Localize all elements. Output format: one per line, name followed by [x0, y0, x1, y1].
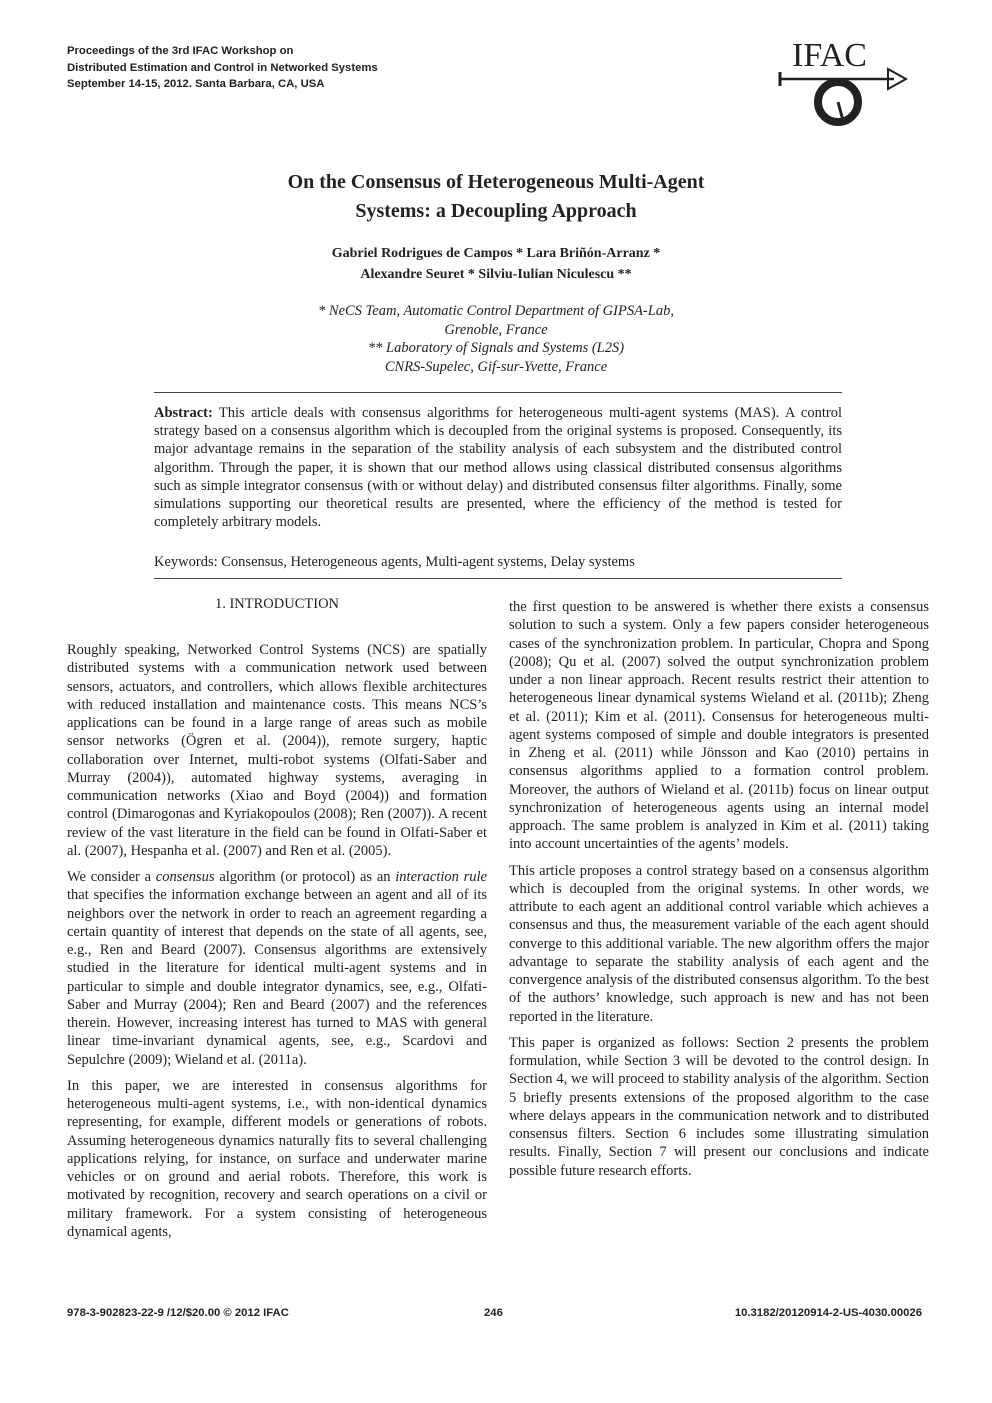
ifac-logo-text: IFAC — [792, 37, 867, 74]
conference-line-2: Distributed Estimation and Control in Networked Systems — [67, 61, 378, 74]
affiliation-line-1: * NeCS Team, Automatic Control Department of GIPSA-Lab, — [318, 303, 674, 319]
affiliation-line-4: CNRS-Supelec, Gif-sur-Yvette, France — [384, 358, 608, 375]
paragraph: the first question to be answered is whether there exists a consensus solution to such a system. Only a few papers consider heterogeneous cases of the synchronization problem. In particular, Chopra and Spong (2008); Qu et al. (2007) solved the output synchronization problem under a non linear approach. Recent results restrict their attention to heterogeneous linear dynamical systems Wieland et al. (2011b); Zheng et al. (2011); Kim et al. (2011). Consensus for heterogeneous multi-agent systems composed of simple and double integrators is presented in Zheng et al. (2011) while Jönsson and Kao (2010) pertains in consensus algorithms applied to a formation control problem. Moreover, the authors of Wieland et al. (2011b) focus on linear output synchronization of heterogeneous agents using an internal model approach. The same problem is analyzed in Kim et al. (2011) taking into account uncertainties of the agents’ models. — [509, 599, 929, 853]
conference-line-3: September 14-15, 2012. Santa Barbara, CA, USA — [67, 78, 325, 90]
paragraph: This article proposes a control strategy based on a consensus algorithm which is decoupled from the original systems. In other words, we attribute to each agent an additional control variable which achieves a consensus and thus, the measurement variable of the each agent should converge to this additional variable. The new algorithm offers the major advantage to separate the stability analysis of each agent and the convergence analysis of the distributed consensus algorithm. To the best of the authors’ knowledge, such approach is new and has not been reported in the literature. — [509, 862, 929, 1025]
abstract-label: Abstract: — [154, 405, 213, 421]
paragraph: Roughly speaking, Networked Control Systems (NCS) are spatially distributed systems with a communication network used between sensors, actuators, and controllers, which allows flexible architectures with reduced installation and maintenance costs. This means NCS’s applications can be found in a large range of areas such as mobile sensor networks (Ögren et al. (2004)), remote surgery, haptic collaboration over Internet, multi-robot systems (Olfati-Saber and Murray (2004)), automated highway systems, averaging in communication networks (Xiao and Boyd (2004)) and formation control (Dimarogonas and Kyriakopoulos (2008); Ren (2007)). A recent review of the vast literature in the field can be found in Olfati-Saber et al. (2007), Hespanha et al. (2007) and Ren et al. (2005). — [67, 642, 487, 859]
paragraph: This paper is organized as follows: Section 2 presents the problem formulation, while Section 3 will be devoted to the control design. In Section 4, we will proceed to stability analysis of the algorithm. Section 5 briefly presents extensions of the proposed algorithm to the case where delays appears in the communication network and to distributed consensus filters. Section 6 includes some illustrating simulation results. Finally, Section 7 will present our conclusions and indicate possible future research efforts. — [509, 1034, 929, 1179]
title-line-2: Systems: a Decoupling Approach — [355, 200, 637, 222]
paragraph: In this paper, we are interested in consensus algorithms for heterogeneous multi-agent systems, i.e., with non-identical dynamics representing, for example, different models or generations of robots. Assuming heterogeneous dynamics naturally fits to several challenging applications relying, for instance, on surface and underwater marine vehicles or on ground and aerial robots. Therefore, this work is motivated by recognition, recovery and search operations on a civil or military framework. For a system consisting of heterogeneous dynamical agents, — [67, 1077, 487, 1240]
affiliation-line-3: ** Laboratory of Signals and Systems (L2S) — [367, 340, 625, 356]
abstract-text: This article deals with consensus algorithms for heterogeneous multi-agent systems (MAS). A control strategy based on a consensus algorithm which is decoupled from the original systems is proposed. Consequently, its major advantage remains in the separation of the stability analysis of each subsystem and the distributed control algorithm. Through the paper, it is shown that our method allows using classical distributed consensus algorithms such as simple integrator consensus (with or without delay) and distributed consensus filter algorithms. Finally, some simulations supporting our theoretical results are presented, where the efficiency of the method is tested for completely arbitrary models. — [154, 405, 842, 531]
affiliation-line-2: Grenoble, France — [444, 321, 548, 338]
paragraph: We consider a consensus algorithm (or protocol) as an interaction rule that specifies the information exchange between an agent and all of its neighbors over the network in order to reach an agreement regarding a certain quantity of interest that depends on the state of all agents, see, e.g., Ren and Beard (2007). Consensus algorithms are extensively studied in the literature for identical multi-agent systems and in particular to simple and double integrator dynamics, see, e.g., Olfati-Saber and Murray (2004); Ren and Beard (2007) and the references therein. However, increasing interest has turned to MAS with general linear time-invariant dynamical agents, see, e.g., Scardovi and Sepulchre (2009); Wieland et al. (2011a). — [67, 869, 487, 1068]
abstract-top-rule — [154, 392, 842, 393]
conference-line-1: Proceedings of the 3rd IFAC Workshop on — [67, 45, 294, 57]
ifac-logo — [776, 36, 908, 126]
conference-header — [67, 43, 527, 93]
keywords: Keywords: Consensus, Heterogeneous agents, Multi-agent systems, Delay systems — [154, 554, 635, 570]
title-line-1: On the Consensus of Heterogeneous Multi-Agent — [287, 171, 705, 193]
affiliations — [200, 302, 792, 376]
section-heading: 1. INTRODUCTION — [214, 596, 340, 612]
right-column — [509, 598, 929, 1188]
page-number: 246 — [484, 1307, 503, 1319]
footer-doi: 10.3182/20120914-2-US-4030.00026 — [734, 1307, 922, 1319]
paper-title — [200, 168, 792, 226]
abstract — [154, 404, 842, 531]
footer-isbn: 978-3-902823-22-9 /12/$20.00 © 2012 IFAC — [67, 1307, 289, 1319]
authors-line-1: Gabriel Rodrigues de Campos * Lara Briñón-Arranz * — [331, 246, 661, 261]
authors-line-2: Alexandre Seuret * Silviu-Iulian Niculescu ** — [360, 267, 632, 282]
abstract-bottom-rule — [154, 578, 842, 579]
left-column — [67, 641, 487, 1249]
author-list — [200, 243, 792, 285]
